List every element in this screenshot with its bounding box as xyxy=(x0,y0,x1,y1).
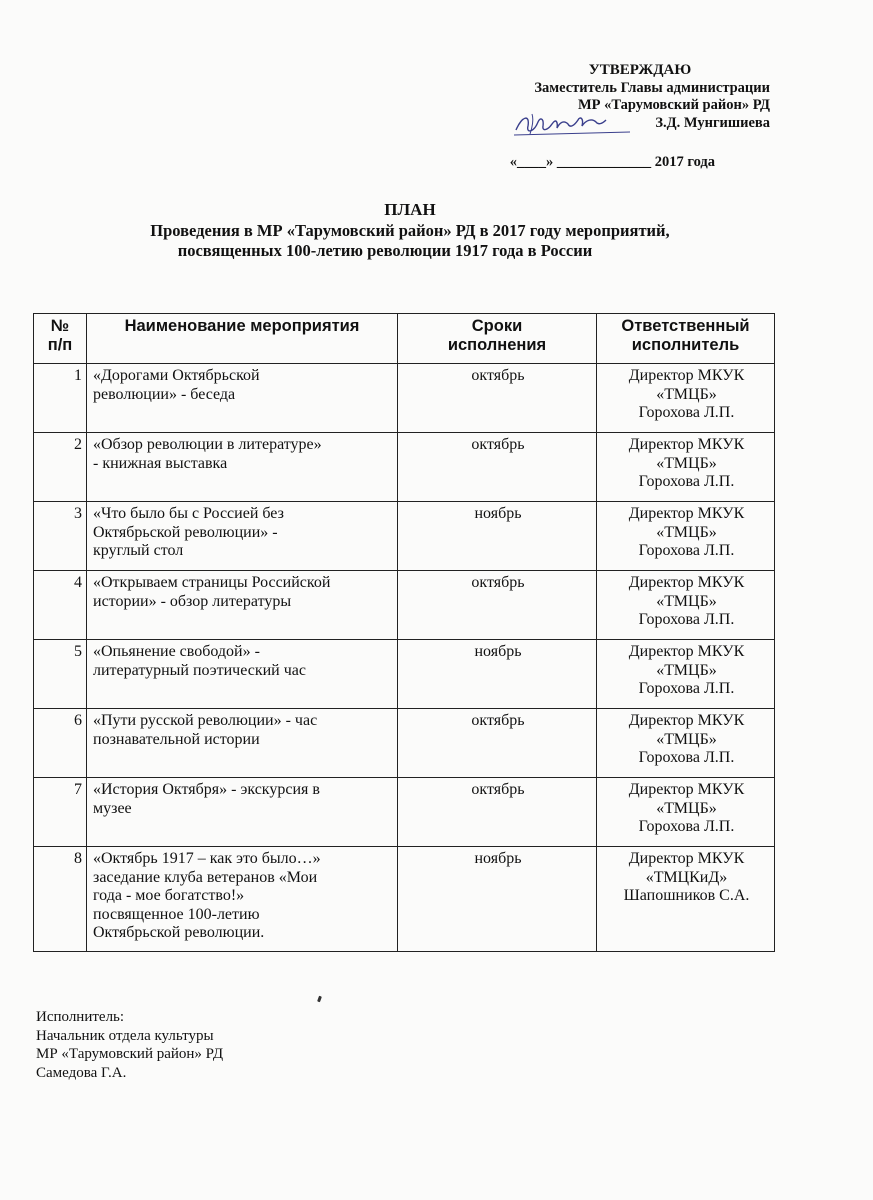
event-name-line: революции» - беседа xyxy=(93,385,236,403)
row-event-name xyxy=(87,433,398,502)
event-name-line: истории» - обзор литературы xyxy=(93,592,292,610)
header-num-line1: № xyxy=(50,317,70,335)
responsible-line: Горохова Л.П. xyxy=(638,404,735,421)
responsible-line: Директор МКУК xyxy=(628,367,745,384)
event-name-line: посвященное 100-летию xyxy=(93,905,260,923)
table-row xyxy=(34,364,775,433)
responsible-line: Горохова Л.П. xyxy=(638,611,735,628)
ink-mark xyxy=(317,996,322,1003)
responsible-line: Шапошников С.А. xyxy=(623,887,750,904)
row-event-name xyxy=(87,847,398,952)
row-num: 8 xyxy=(34,847,87,952)
row-term: ноябрь xyxy=(398,502,597,571)
table-row xyxy=(34,709,775,778)
responsible-line: Горохова Л.П. xyxy=(638,473,735,490)
event-name-line: заседание клуба ветеранов «Мои xyxy=(93,868,318,886)
row-num: 5 xyxy=(34,640,87,709)
title-word: ПЛАН xyxy=(384,200,436,219)
row-num: 7 xyxy=(34,778,87,847)
header-responsible xyxy=(597,314,775,364)
row-responsible xyxy=(597,847,775,952)
row-responsible xyxy=(597,502,775,571)
approval-heading: УТВЕРЖДАЮ xyxy=(588,62,692,78)
table-row xyxy=(34,571,775,640)
responsible-line: Директор МКУК xyxy=(628,643,745,660)
header-name-text: Наименование мероприятия xyxy=(124,317,360,335)
event-name-line: «Обзор революции в литературе» xyxy=(93,436,322,453)
responsible-line: «ТМЦБ» xyxy=(656,385,717,403)
responsible-line: Горохова Л.П. xyxy=(638,680,735,697)
row-num: 6 xyxy=(34,709,87,778)
event-name-line: музее xyxy=(93,799,132,817)
responsible-line: «ТМЦБ» xyxy=(656,454,717,472)
table-row xyxy=(34,502,775,571)
responsible-line: Директор МКУК xyxy=(628,850,745,867)
header-resp-line2: исполнитель xyxy=(631,335,740,354)
table-row xyxy=(34,847,775,952)
row-event-name xyxy=(87,640,398,709)
executor-position: Начальник отдела культуры xyxy=(36,1027,214,1044)
row-event-name xyxy=(87,709,398,778)
responsible-line: Горохова Л.П. xyxy=(638,818,735,835)
header-term xyxy=(398,314,597,364)
executor-organization: МР «Тарумовский район» РД xyxy=(36,1046,224,1062)
approval-date: «____» _____________ 2017 года xyxy=(509,154,715,170)
row-event-name xyxy=(87,778,398,847)
row-event-name xyxy=(87,571,398,640)
header-name xyxy=(87,314,398,364)
responsible-line: «ТМЦБ» xyxy=(656,661,717,679)
row-term: ноябрь xyxy=(398,640,597,709)
responsible-line: Директор МКУК xyxy=(628,712,745,729)
approval-signer: З.Д. Мунгишиева xyxy=(655,114,770,131)
event-name-line: «Опьянение свободой» - xyxy=(93,643,260,660)
table-row xyxy=(34,778,775,847)
executor-label: Исполнитель: xyxy=(36,1009,125,1025)
row-term: ноябрь xyxy=(398,847,597,952)
executor-block xyxy=(36,1008,223,1082)
event-name-line: «Пути русской революции» - час xyxy=(93,712,318,729)
row-term: октябрь xyxy=(398,571,597,640)
event-name-line: «История Октября» - экскурсия в xyxy=(93,781,320,798)
event-name-line: круглый стол xyxy=(93,542,184,559)
responsible-line: Директор МКУК xyxy=(628,781,745,798)
row-num: 4 xyxy=(34,571,87,640)
responsible-line: «ТМЦБ» xyxy=(656,592,717,610)
document-title xyxy=(60,200,760,262)
responsible-line: «ТМЦБ» xyxy=(656,730,717,748)
row-num: 3 xyxy=(34,502,87,571)
row-responsible xyxy=(597,778,775,847)
event-name-line: литературный поэтический час xyxy=(93,661,306,679)
responsible-line: Горохова Л.П. xyxy=(638,749,735,766)
row-event-name xyxy=(87,364,398,433)
responsible-line: Горохова Л.П. xyxy=(638,542,735,559)
approval-organization: МР «Тарумовский район» РД xyxy=(577,97,770,113)
responsible-line: «ТМЦКиД» xyxy=(645,868,728,886)
row-num: 1 xyxy=(34,364,87,433)
event-name-line: «Что было бы с Россией без xyxy=(93,505,284,522)
row-event-name xyxy=(87,502,398,571)
events-table xyxy=(33,313,775,952)
row-responsible xyxy=(597,364,775,433)
event-name-line: «Октябрь 1917 – как это было…» xyxy=(93,850,321,867)
row-term: октябрь xyxy=(398,364,597,433)
event-name-line: года - мое богатство!» xyxy=(93,887,245,904)
header-num xyxy=(34,314,87,364)
responsible-line: Директор МКУК xyxy=(628,505,745,522)
table-header-row xyxy=(34,314,775,364)
event-name-line: Октябрьской революции» - xyxy=(93,523,278,541)
header-term-line1: Сроки xyxy=(471,317,523,335)
event-name-line: «Открываем страницы Российской xyxy=(93,574,331,591)
responsible-line: «ТМЦБ» xyxy=(656,523,717,541)
table-row xyxy=(34,640,775,709)
row-term: октябрь xyxy=(398,433,597,502)
executor-name: Самедова Г.А. xyxy=(36,1064,127,1081)
header-resp-line1: Ответственный xyxy=(621,317,750,335)
row-term: октябрь xyxy=(398,709,597,778)
responsible-line: Директор МКУК xyxy=(628,574,745,591)
table-row xyxy=(34,433,775,502)
row-responsible xyxy=(597,571,775,640)
row-term: октябрь xyxy=(398,778,597,847)
approval-signature-line xyxy=(470,115,770,133)
event-name-line: познавательной истории xyxy=(93,730,260,748)
row-num: 2 xyxy=(34,433,87,502)
approval-block xyxy=(470,62,770,172)
title-line-2: посвященных 100-летию революции 1917 года в России xyxy=(177,241,593,260)
approval-position: Заместитель Главы администрации xyxy=(534,79,770,96)
responsible-line: «ТМЦБ» xyxy=(656,799,717,817)
title-line-1: Проведения в МР «Тарумовский район» РД в 2017 году мероприятий, xyxy=(150,220,670,240)
event-name-line: «Дорогами Октябрьской xyxy=(93,367,260,384)
row-responsible xyxy=(597,709,775,778)
event-name-line: - книжная выставка xyxy=(93,454,228,472)
row-responsible xyxy=(597,640,775,709)
responsible-line: Директор МКУК xyxy=(628,436,745,453)
handwritten-signature xyxy=(512,108,632,142)
header-term-line2: исполнения xyxy=(447,335,547,354)
event-name-line: Октябрьской революции. xyxy=(93,924,265,941)
header-num-line2: п/п xyxy=(47,335,73,354)
row-responsible xyxy=(597,433,775,502)
